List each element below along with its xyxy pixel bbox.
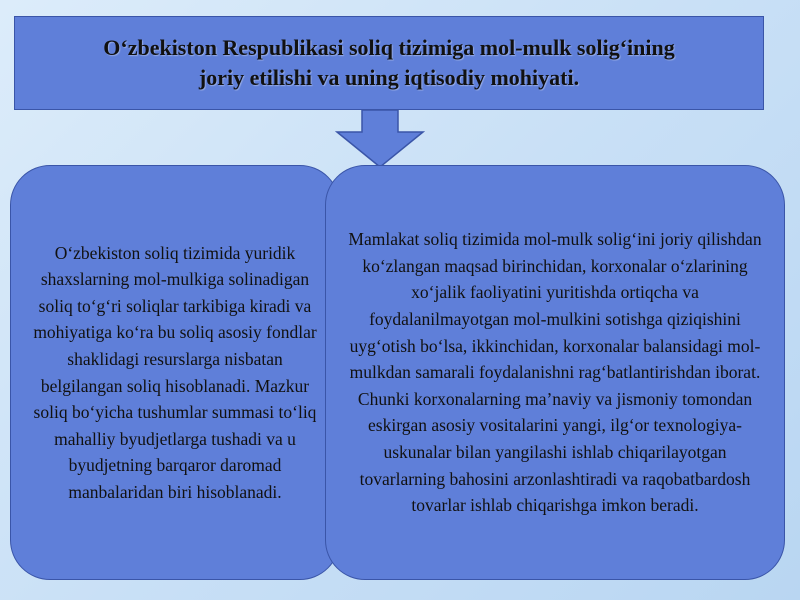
down-arrow-icon: [335, 110, 425, 168]
right-panel-text: Mamlakat soliq tizimida mol-mulk solig‘ini joriy qilishdan ko‘zlangan maqsad birinchidan, korxonalar o‘zlarining xo‘jalik faoliyatini yuritishda ortiqcha va foydalanilmayotgan mol-mulkini sotishga qiziqishini uyg‘otish bo‘lsa, ikkinchidan, korxonalar balansidagi mol-mulkdan samarali foydalanishni rag‘batlantirishdan iborat. Chunki korxonalarning ma’naviy va jismoniy tomondan eskirgan asosiy vositalarini yangi, ilg‘or texnologiya-uskunalar bilan yangilashi ishlab chiqarilayotgan tovarlarning bahosini arzonlashtiradi va raqobatbardosh tovarlar ishlab chiqarishga imkon beradi.: [348, 229, 762, 516]
title-line-2: joriy etilishi va uning iqtisodiy mohiyati.: [198, 65, 580, 90]
title-box: [14, 16, 764, 110]
left-panel-text: O‘zbekiston soliq tizimida yuridik shaxslarning mol-mulkiga solinadigan soliq to‘g‘ri soliqlar tarkibiga kiradi va mohiyatiga ko‘ra bu soliq asosiy fondlar shaklidagi resurslarga nisbatan belgilangan soliq hisoblanadi. Mazkur soliq bo‘yicha tushumlar summasi to‘liq mahalliy byudjetlarga tushadi va u byudjetning barqaror daromad manbalaridan biri hisoblanadi.: [33, 242, 317, 502]
slide-title: [103, 33, 674, 93]
right-panel: [325, 165, 785, 580]
title-line-1: O‘zbekiston Respublikasi soliq tizimiga mol-mulk solig‘ining: [103, 35, 675, 60]
left-panel: [10, 165, 340, 580]
